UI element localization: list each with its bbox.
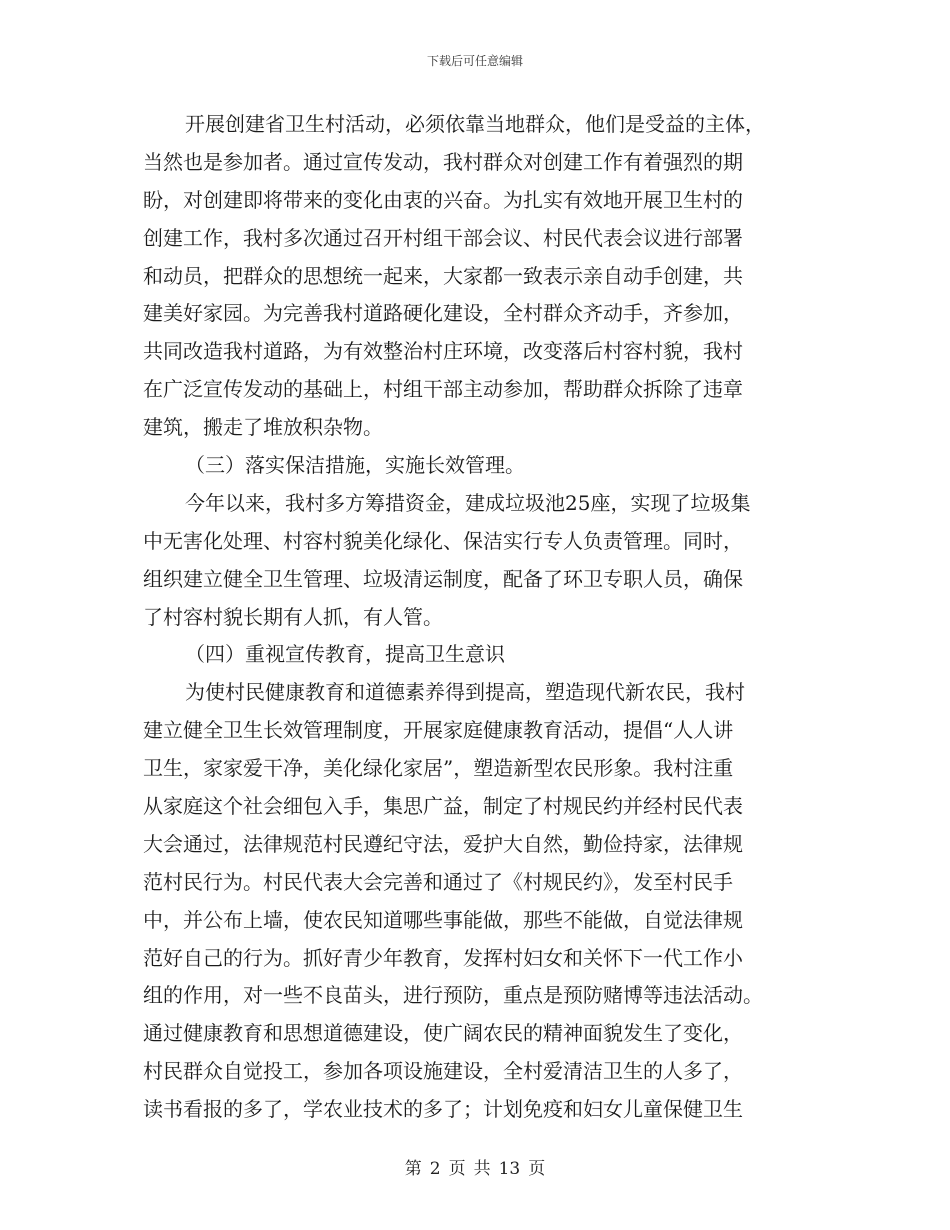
paragraph-line: 当然也是参加者。通过宣传发动，我村群众对创建工作有着强烈的期 [143, 149, 743, 174]
paragraph-line: 中，并公布上墙，使农民知道哪些事能做，那些不能做，自觉法律规 [143, 907, 743, 932]
paragraph-line: 为使村民健康教育和道德素养得到提高，塑造现代新农民，我村 [185, 680, 745, 705]
footer-label-total: 共 [473, 1159, 491, 1179]
paragraph-line: 通过健康教育和思想道德建设，使广阔农民的精神面貌发生了变化， [143, 1021, 743, 1046]
page-footer [0, 1154, 950, 1179]
body-text [143, 106, 813, 1129]
footer-total-pages: 13 [498, 1159, 521, 1179]
paragraph-line: 范村民行为。村民代表大会完善和通过了《村规民约》，发至村民手 [143, 869, 733, 894]
paragraph-line: 中无害化处理、村容村貌美化绿化、保洁实行专人负责管理。同时， [143, 528, 743, 553]
footer-page-number: 2 [429, 1159, 441, 1179]
footer-label-page: 第 [404, 1159, 422, 1179]
paragraph-line: 从家庭这个社会细包入手，集思广益，制定了村规民约并经村民代表 [143, 794, 743, 819]
page-header: 下载后可任意编辑 [426, 54, 523, 68]
paragraph-line: 创建工作，我村多次通过召开村组干部会议、村民代表会议进行部署 [143, 225, 743, 250]
paragraph-line: 组织建立健全卫生管理、垃圾清运制度，配备了环卫专职人员，确保 [143, 566, 743, 591]
paragraph-line: 卫生，家家爱干净，美化绿化家居”，塑造新型农民形象。我村注重 [143, 756, 734, 781]
paragraph-line: 范好自己的行为。抓好青少年教育，发挥村妇女和关怀下一代工作小 [143, 945, 743, 970]
paragraph-line: 了村容村貌长期有人抓，有人管。 [143, 604, 443, 629]
paragraph-line: 共同改造我村道路，为有效整治村庄环境，改变落后村容村貌，我村 [143, 339, 743, 364]
footer-label-unit: 页 [448, 1159, 466, 1179]
paragraph-line: 读书看报的多了，学农业技术的多了；计划免疫和妇女儿童保健卫生 [143, 1097, 743, 1122]
section-heading-3: （三）落实保洁措施，实施长效管理。 [185, 453, 525, 478]
paragraph-line: 建筑，搬走了堆放积杂物。 [143, 415, 383, 440]
paragraph-line: 今年以来，我村多方筹措资金，建成垃圾池25座，实现了垃圾集 [185, 490, 751, 515]
paragraph-line: 建美好家园。为完善我村道路硬化建设，全村群众齐动手，齐参加， [143, 301, 743, 326]
section-heading-4: （四）重视宣传教育，提高卫生意识 [185, 642, 505, 667]
paragraph-line: 和动员，把群众的思想统一起来，大家都一致表示亲自动手创建，共 [143, 263, 743, 288]
footer-label-unit-2: 页 [528, 1159, 546, 1179]
paragraph-line: 盼，对创建即将带来的变化由衷的兴奋。为扎实有效地开展卫生村的 [143, 187, 743, 212]
paragraph-line: 村民群众自觉投工，参加各项设施建设，全村爱清洁卫生的人多了， [143, 1059, 743, 1084]
paragraph-line: 建立健全卫生长效管理制度，开展家庭健康教育活动，提倡“人人讲 [143, 718, 734, 743]
paragraph-line: 开展创建省卫生村活动，必须依靠当地群众，他们是受益的主体， [185, 112, 765, 136]
paragraph-line: 组的作用，对一些不良苗头，进行预防，重点是预防赌博等违法活动。 [143, 983, 763, 1008]
paragraph-line: 在广泛宣传发动的基础上，村组干部主动参加，帮助群众拆除了违章 [143, 377, 743, 402]
paragraph-line: 大会通过，法律规范村民遵纪守法，爱护大自然，勤俭持家，法律规 [143, 831, 743, 856]
